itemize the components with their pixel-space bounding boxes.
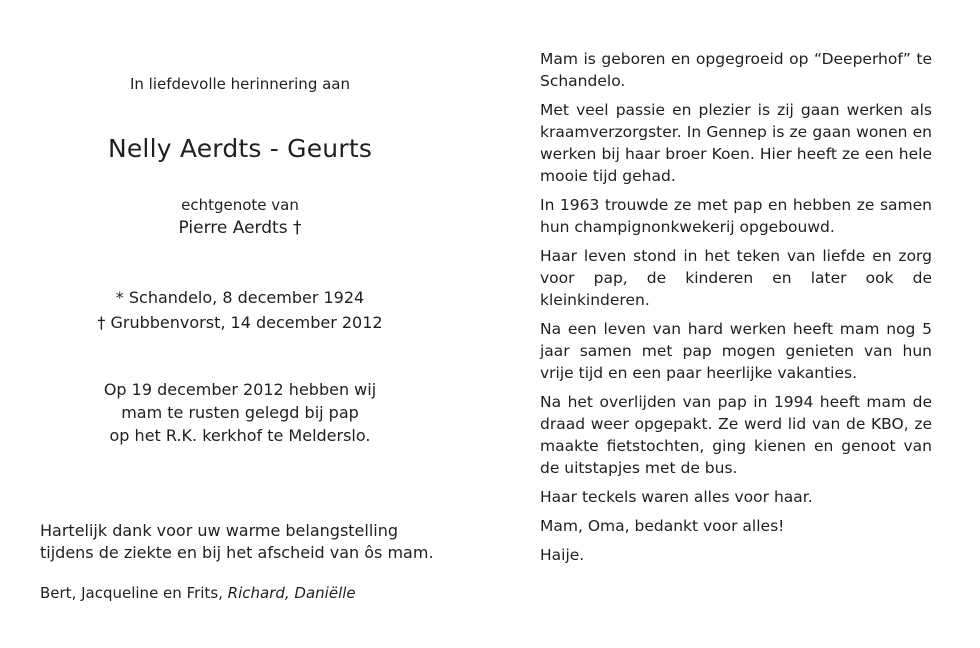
- burial-line: op het R.K. kerkhof te Melderslo.: [109, 426, 371, 445]
- burial-line: mam te rusten gelegd bij pap: [121, 403, 359, 422]
- death-line: † Grubbenvorst, 14 december 2012: [97, 313, 383, 332]
- thanks-line: tijdens de ziekte en bij het afscheid van ôs mam.: [40, 543, 434, 562]
- closing-signature: Haije.: [540, 546, 585, 564]
- paragraph: Haar leven stond in het teken van liefde en zorg voor pap, de kinderen en later ook de kleinkinderen.: [540, 247, 932, 309]
- paragraph: Na het overlijden van pap in 1994 heeft mam de draad weer opgepakt. Ze werd lid van de KBO, ze maakte fietstochten, ging kienen en genoot van de uitstapjes met de bus.: [540, 393, 932, 477]
- page-fold: [490, 0, 491, 648]
- paragraph: Haar teckels waren alles voor haar.: [540, 488, 813, 506]
- signature-grandchildren: Richard, Daniëlle: [227, 584, 356, 602]
- signature-names: Bert, Jacqueline en Frits,: [40, 584, 228, 602]
- paragraph: Met veel passie en plezier is zij gaan werken als kraamverzorgster. In Gennep is ze gaan wonen en werken bij haar broer Koen. Hier heeft ze een hele mooie tijd gehad.: [540, 101, 932, 185]
- spouse-name: Pierre Aerdts †: [178, 218, 302, 238]
- birth-line: * Schandelo, 8 december 1924: [115, 288, 365, 307]
- family-signature: [40, 584, 480, 602]
- thanks-line: Hartelijk dank voor uw warme belangstelling: [40, 521, 399, 540]
- paragraph: Na een leven van hard werken heeft mam nog 5 jaar samen met pap mogen genieten van hun vrije tijd en een paar heerlijke vakanties.: [540, 320, 932, 382]
- burial-line: Op 19 december 2012 hebben wij: [103, 380, 377, 399]
- deceased-name: Nelly Aerdts - Geurts: [107, 134, 373, 163]
- spouse-label: echtgenote van: [181, 196, 299, 214]
- paragraph: Mam, Oma, bedankt voor alles!: [540, 517, 785, 535]
- right-page: [540, 48, 932, 573]
- burial-text: [40, 378, 440, 447]
- intro-text: In liefdevolle herinnering aan: [129, 75, 350, 93]
- thanks-text: [40, 520, 480, 564]
- paragraph: Mam is geboren en opgegroeid op “Deeperhof” te Schandelo.: [540, 50, 932, 90]
- paragraph: In 1963 trouwde ze met pap en hebben ze samen hun champignonkwekerij opgebouwd.: [540, 196, 932, 236]
